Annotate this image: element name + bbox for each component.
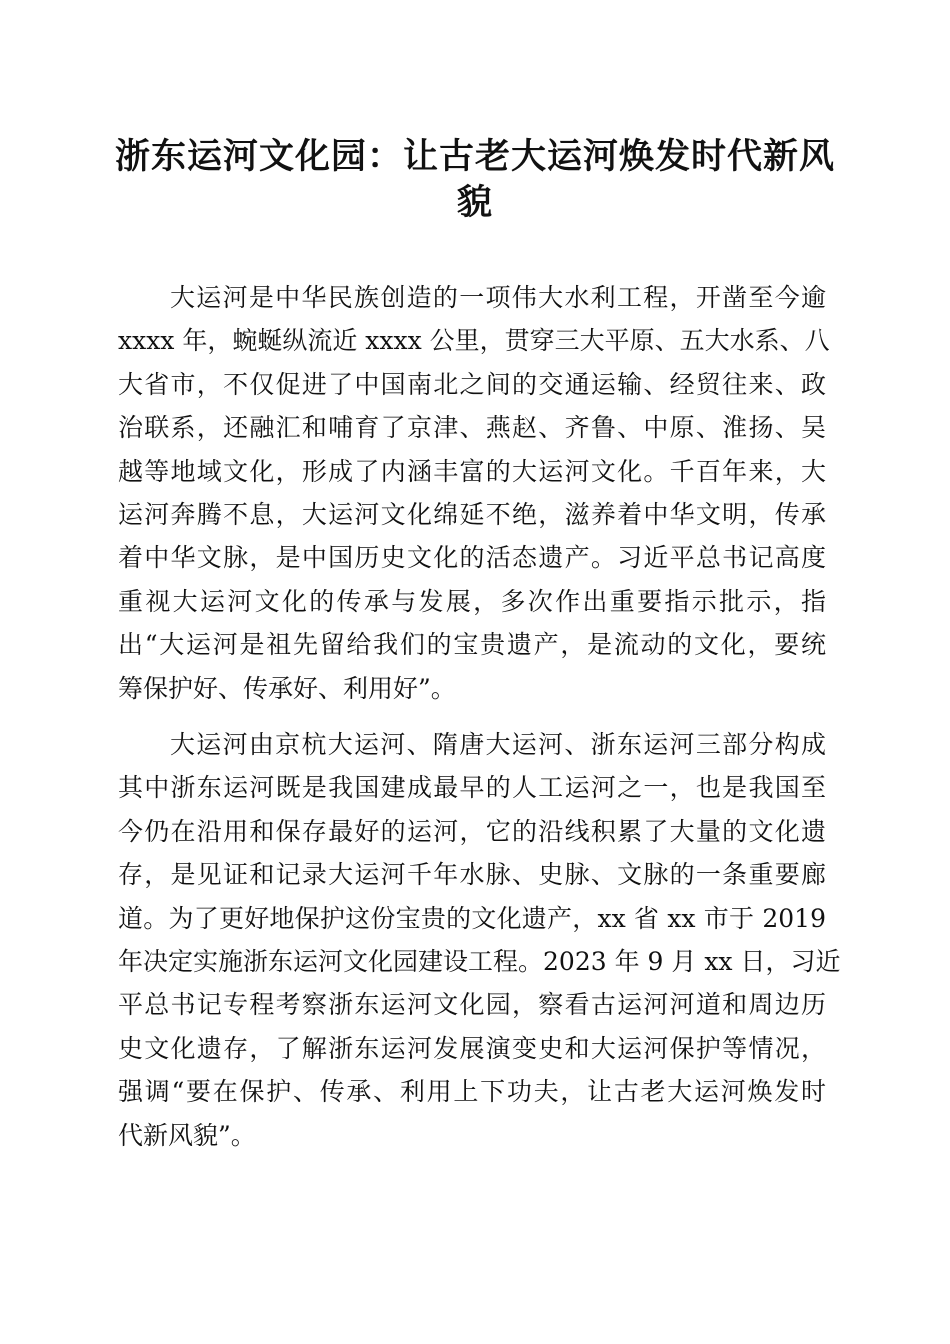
text-line: 重视大运河文化的传承与发展，多次作出重要指示批示，指 xyxy=(118,586,826,616)
text-line: 出“大运河是祖先留给我们的宝贵遗产，是流动的文化，要统 xyxy=(118,630,826,660)
paragraph-2 xyxy=(118,723,841,1157)
title-line-1: 浙东运河文化园：让古老大运河焕发时代新风 xyxy=(114,136,835,177)
text-line: 史文化遗存，了解浙东运河发展演变史和大运河保护等情况， xyxy=(118,1033,826,1063)
text-line: 平总书记专程考察浙东运河文化园，察看古运河河道和周边历 xyxy=(118,990,826,1020)
text-line: 大运河是中华民族创造的一项伟大水利工程，开凿至今逾 xyxy=(170,283,826,312)
title-line-2: 貌 xyxy=(456,182,493,223)
text-line: 越等地域文化，形成了内涵丰富的大运河文化。千百年来，大 xyxy=(118,456,826,486)
paragraph-1 xyxy=(118,276,830,710)
text-line: 筹保护好、传承好、利用好”。 xyxy=(118,673,456,703)
text-line: 运河奔腾不息，大运河文化绵延不绝，滋养着中华文明，传承 xyxy=(118,499,826,529)
text-line: 其中浙东运河既是我国建成最早的人工运河之一，也是我国至 xyxy=(118,773,826,803)
text-line: 强调“要在保护、传承、利用上下功夫，让古老大运河焕发时 xyxy=(118,1077,826,1107)
text-line: 代新风貌”。 xyxy=(118,1120,256,1150)
text-line: 大省市，不仅促进了中国南北之间的交通运输、经贸往来、政 xyxy=(118,369,826,399)
text-line: 治联系，还融汇和哺育了京津、燕赵、齐鲁、中原、淮扬、吴 xyxy=(118,413,826,443)
text-line: 今仍在沿用和保存最好的运河，它的沿线积累了大量的文化遗 xyxy=(118,816,826,846)
text-line: 年决定实施浙东运河文化园建设工程。2023 年 9 月 xx 日，习近 xyxy=(118,946,841,976)
document-title xyxy=(100,134,850,226)
text-line: 大运河由京杭大运河、隋唐大运河、浙东运河三部分构成 xyxy=(170,730,826,759)
text-line: 存，是见证和记录大运河千年水脉、史脉、文脉的一条重要廊 xyxy=(118,860,826,890)
text-line: 道。为了更好地保护这份宝贵的文化遗产，xx 省 xx 市于 2019 xyxy=(118,903,826,933)
text-line: 着中华文脉，是中国历史文化的活态遗产。习近平总书记高度 xyxy=(118,543,826,573)
text-line: xxxx 年，蜿蜒纵流近 xxxx 公里，贯穿三大平原、五大水系、八 xyxy=(118,326,830,356)
